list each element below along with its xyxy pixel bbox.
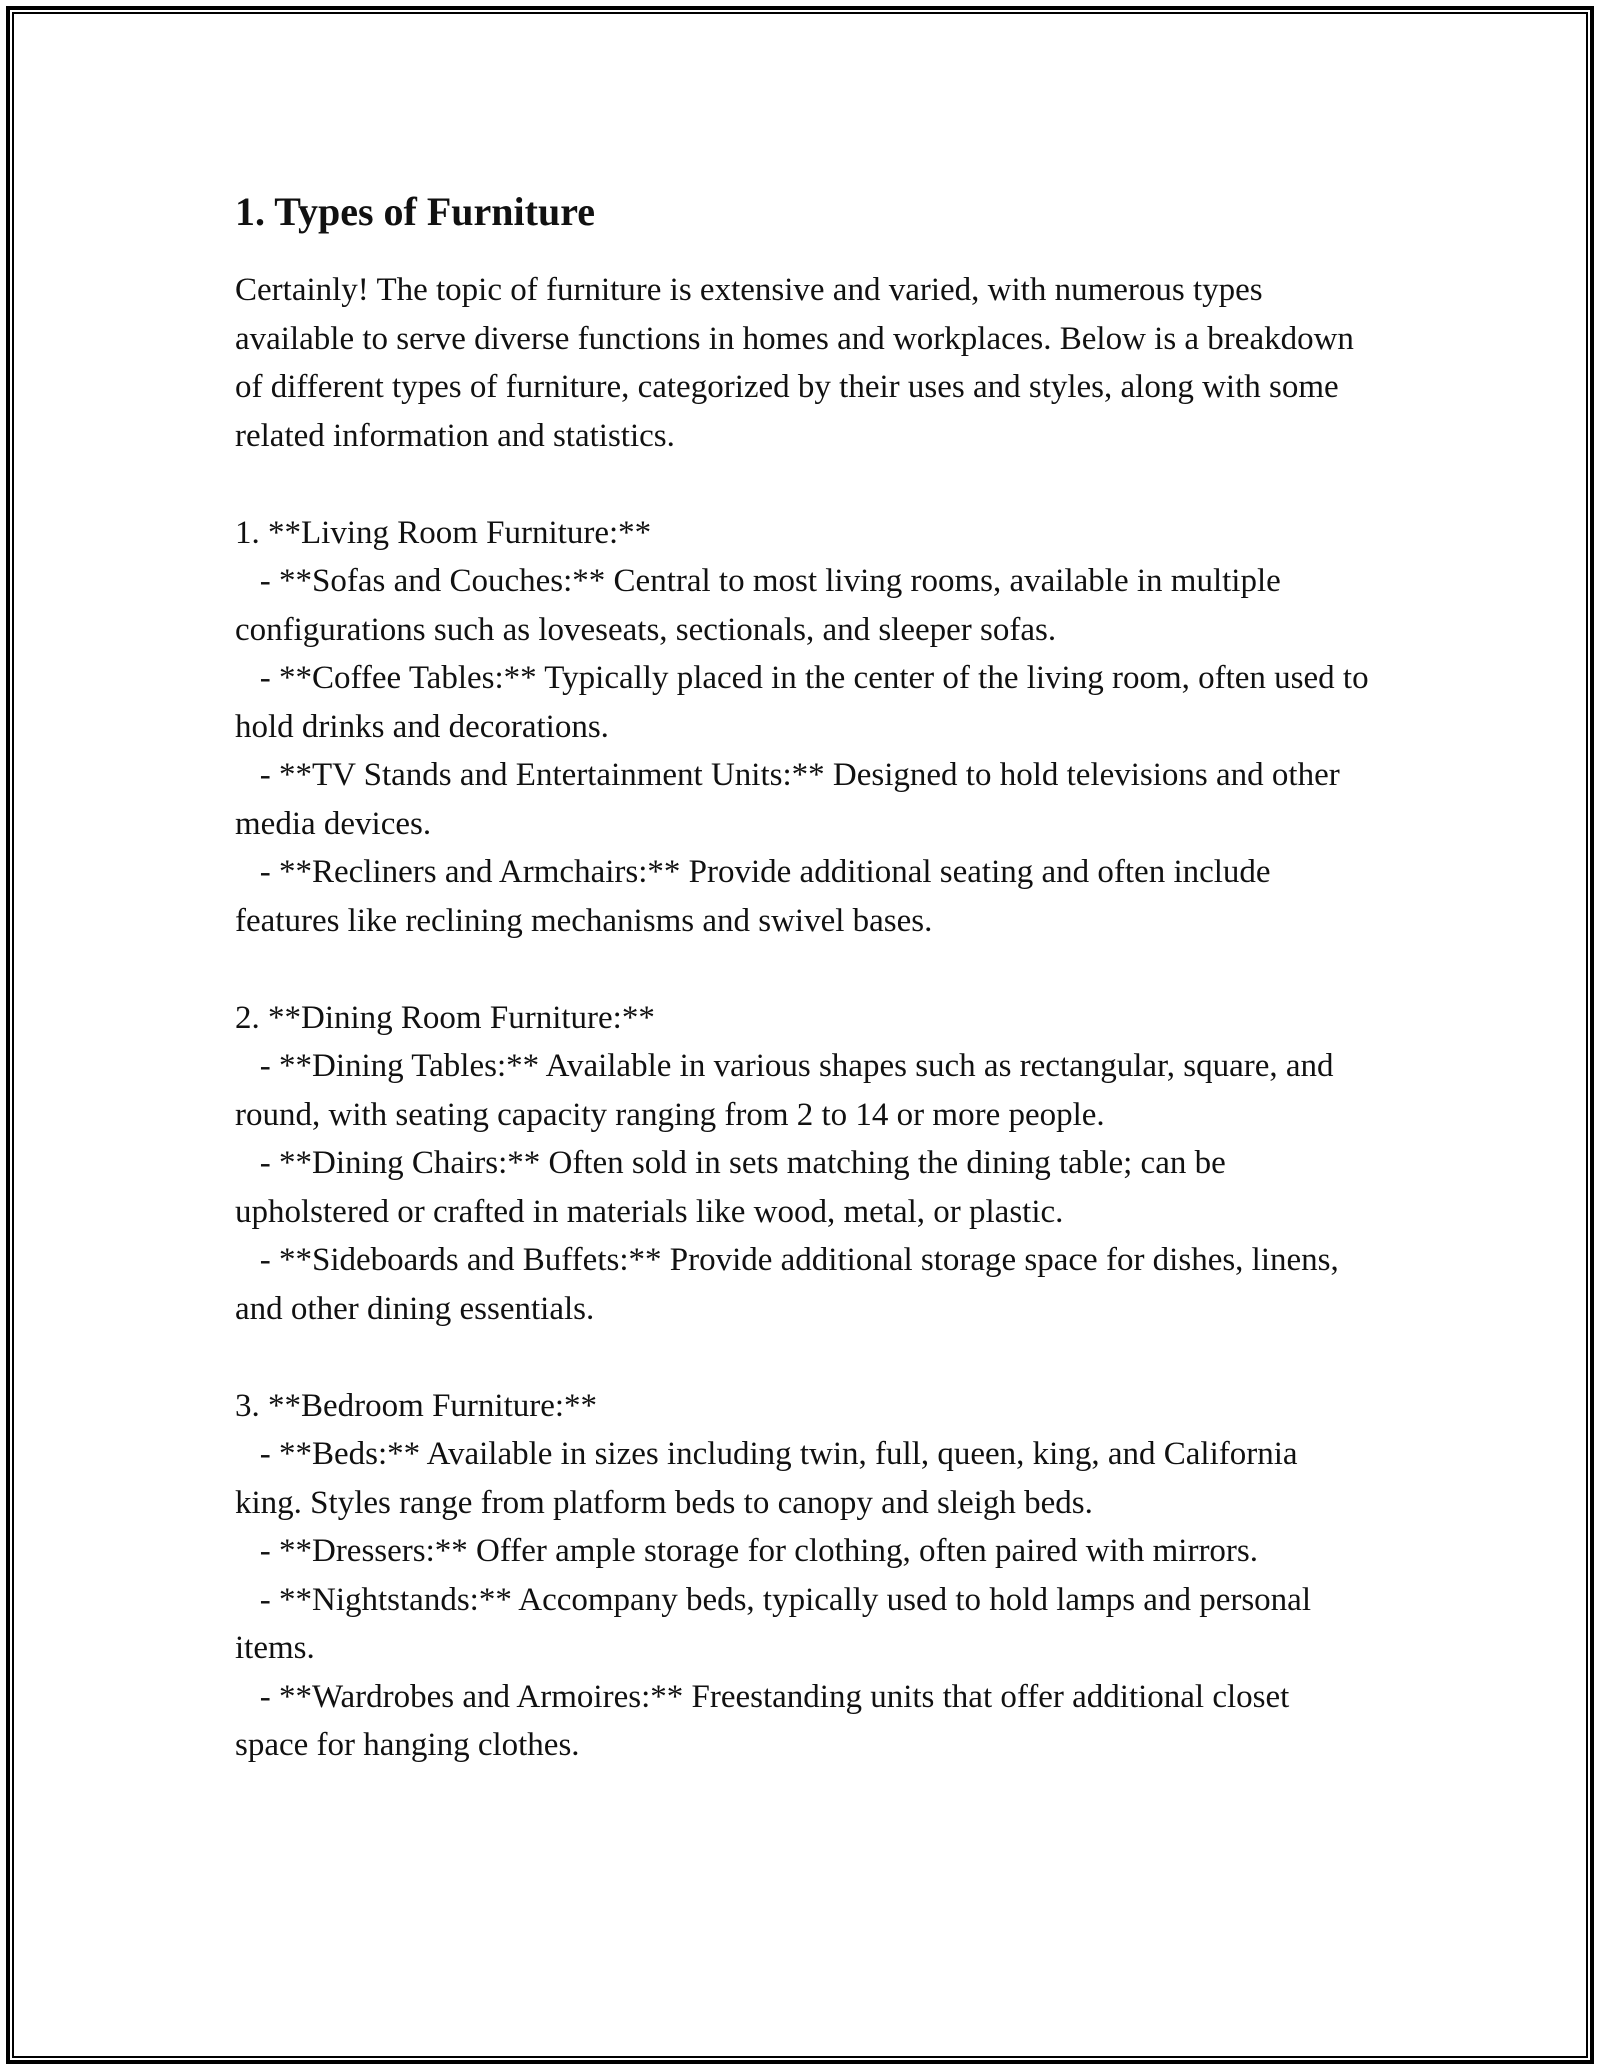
list-item: - **Coffee Tables:** Typically placed in the center of the living room, often used to hold drinks and decorations. [235,660,1377,745]
list-item: - **Sofas and Couches:** Central to most living rooms, available in multiple configurations such as loveseats, sectionals, and sleeper sofas. [235,563,1290,648]
list-item: - **Dining Chairs:** Often sold in sets matching the dining table; can be upholstered or crafted in materials like wood, metal, or plastic. [235,1145,1234,1230]
list-item: - **Nightstands:** Accompany beds, typically used to hold lamps and personal items. [235,1581,1320,1666]
list-item: - **Recliners and Armchairs:** Provide additional seating and often include features like reclining mechanisms and swivel bases. [235,854,1279,939]
spacer [235,460,1370,509]
spacer [235,945,1370,994]
document-body [235,186,1377,1770]
section-bedroom [235,1382,1370,1770]
section-living-room [235,509,1377,946]
list-item: - **Dressers:** Offer ample storage for clothing, often paired with mirrors. [235,1533,1259,1569]
list-item: - **TV Stands and Entertainment Units:** Designed to hold televisions and other media devices. [235,757,1348,842]
section-title: 2. **Dining Room Furniture:** [235,999,655,1036]
list-item: - **Sideboards and Buffets:** Provide additional storage space for dishes, linens, and other dining essentials. [235,1242,1348,1327]
section-title: 3. **Bedroom Furniture:** [235,1387,598,1424]
list-item: - **Wardrobes and Armoires:** Freestanding units that offer additional closet space for hanging clothes. [235,1678,1298,1763]
list-item: - **Dining Tables:** Available in various shapes such as rectangular, square, and round, with seating capacity ranging from 2 to 14 or more people. [235,1048,1342,1133]
list-item: - **Beds:** Available in sizes including twin, full, queen, king, and California king. Styles range from platform beds to canopy and sleigh beds. [235,1436,1306,1521]
section-dining-room [235,994,1370,1334]
section-title: 1. **Living Room Furniture:** [235,514,652,551]
intro-paragraph: Certainly! The topic of furniture is extensive and varied, with numerous types available to serve diverse functions in homes and workplaces. Below is a breakdown of different types of furniture, categorized by their uses and styles, along with some related information and statistics. [235,272,1354,454]
page-title: 1. Types of Furniture [235,189,596,234]
spacer [235,1333,1370,1382]
